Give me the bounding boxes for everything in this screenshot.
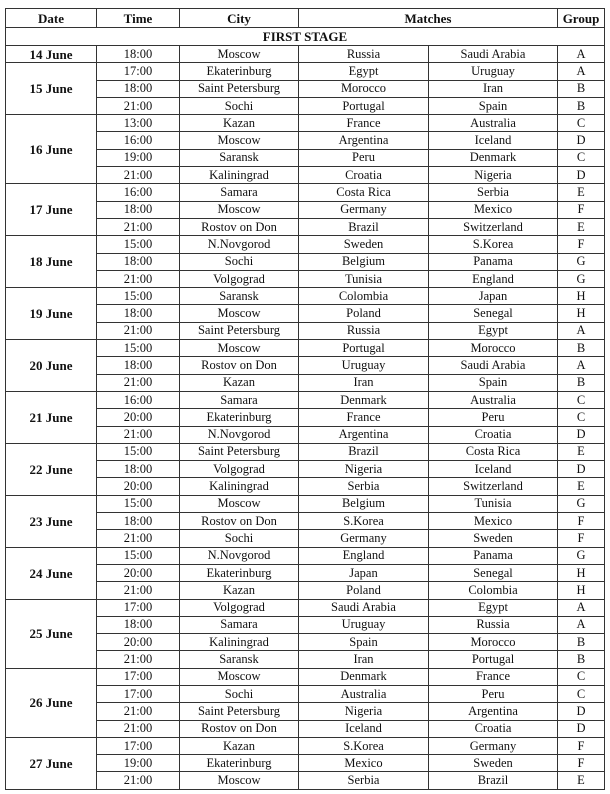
team1-cell: Germany [299, 201, 429, 218]
city-cell: Kaliningrad [180, 634, 299, 651]
city-cell: Moscow [180, 668, 299, 685]
time-cell: 15:00 [97, 495, 180, 512]
match-row [6, 547, 605, 564]
match-row [6, 737, 605, 754]
city-cell: Volgograd [180, 461, 299, 478]
group-cell: B [558, 651, 605, 668]
team1-cell: Brazil [299, 218, 429, 235]
date-cell: 21 June [6, 391, 97, 443]
team2-cell: Saudi Arabia [429, 46, 558, 63]
city-cell: Ekaterinburg [180, 755, 299, 772]
city-cell: Volgograd [180, 599, 299, 616]
time-cell: 21:00 [97, 167, 180, 184]
group-cell: F [558, 201, 605, 218]
team1-cell: Poland [299, 305, 429, 322]
team2-cell: Croatia [429, 426, 558, 443]
team1-cell: Spain [299, 634, 429, 651]
team2-cell: Egypt [429, 322, 558, 339]
time-cell: 16:00 [97, 132, 180, 149]
city-cell: Sochi [180, 685, 299, 702]
group-cell: A [558, 322, 605, 339]
time-cell: 18:00 [97, 357, 180, 374]
group-cell: B [558, 340, 605, 357]
group-cell: C [558, 409, 605, 426]
team2-cell: Morocco [429, 634, 558, 651]
team2-cell: Colombia [429, 582, 558, 599]
time-cell: 21:00 [97, 582, 180, 599]
match-row [6, 340, 605, 357]
date-cell: 17 June [6, 184, 97, 236]
match-row [6, 668, 605, 685]
team2-cell: France [429, 668, 558, 685]
team1-cell: Germany [299, 530, 429, 547]
time-cell: 18:00 [97, 616, 180, 633]
city-cell: Ekaterinburg [180, 63, 299, 80]
group-cell: B [558, 97, 605, 114]
team2-cell: Tunisia [429, 495, 558, 512]
group-cell: G [558, 547, 605, 564]
team2-cell: Argentina [429, 703, 558, 720]
date-cell: 24 June [6, 547, 97, 599]
team1-cell: Serbia [299, 478, 429, 495]
team2-cell: S.Korea [429, 236, 558, 253]
match-row [6, 236, 605, 253]
header-row [6, 9, 605, 28]
time-cell: 21:00 [97, 218, 180, 235]
team1-cell: Iran [299, 651, 429, 668]
team2-cell: Sweden [429, 530, 558, 547]
team1-cell: France [299, 115, 429, 132]
team2-cell: Iceland [429, 461, 558, 478]
city-cell: Moscow [180, 201, 299, 218]
city-cell: Saint Petersburg [180, 703, 299, 720]
group-cell: D [558, 720, 605, 737]
time-cell: 17:00 [97, 737, 180, 754]
header-group: Group [558, 9, 605, 28]
team1-cell: Iran [299, 374, 429, 391]
city-cell: Moscow [180, 46, 299, 63]
team2-cell: Mexico [429, 513, 558, 530]
schedule-table [5, 8, 605, 790]
team1-cell: Belgium [299, 495, 429, 512]
time-cell: 21:00 [97, 651, 180, 668]
team1-cell: Tunisia [299, 270, 429, 287]
time-cell: 21:00 [97, 374, 180, 391]
group-cell: F [558, 530, 605, 547]
group-cell: B [558, 634, 605, 651]
team2-cell: Serbia [429, 184, 558, 201]
stage-title: FIRST STAGE [6, 28, 605, 46]
group-cell: G [558, 270, 605, 287]
time-cell: 17:00 [97, 685, 180, 702]
group-cell: E [558, 478, 605, 495]
time-cell: 15:00 [97, 236, 180, 253]
team2-cell: Senegal [429, 564, 558, 581]
match-row [6, 495, 605, 512]
team2-cell: Portugal [429, 651, 558, 668]
match-row [6, 63, 605, 80]
group-cell: D [558, 167, 605, 184]
team1-cell: Saudi Arabia [299, 599, 429, 616]
city-cell: Kaliningrad [180, 478, 299, 495]
team2-cell: Saudi Arabia [429, 357, 558, 374]
date-cell: 22 June [6, 443, 97, 495]
city-cell: Kazan [180, 374, 299, 391]
team1-cell: Portugal [299, 97, 429, 114]
group-cell: C [558, 391, 605, 408]
team2-cell: Spain [429, 374, 558, 391]
group-cell: H [558, 288, 605, 305]
group-cell: C [558, 149, 605, 166]
match-row [6, 443, 605, 460]
city-cell: Moscow [180, 495, 299, 512]
time-cell: 15:00 [97, 340, 180, 357]
match-row [6, 46, 605, 63]
team1-cell: Morocco [299, 80, 429, 97]
time-cell: 18:00 [97, 46, 180, 63]
group-cell: H [558, 582, 605, 599]
team2-cell: Peru [429, 409, 558, 426]
city-cell: N.Novgorod [180, 547, 299, 564]
group-cell: C [558, 668, 605, 685]
group-cell: F [558, 513, 605, 530]
city-cell: Volgograd [180, 270, 299, 287]
time-cell: 21:00 [97, 703, 180, 720]
team1-cell: Mexico [299, 755, 429, 772]
team1-cell: Brazil [299, 443, 429, 460]
time-cell: 15:00 [97, 443, 180, 460]
time-cell: 17:00 [97, 599, 180, 616]
date-cell: 23 June [6, 495, 97, 547]
team2-cell: Panama [429, 547, 558, 564]
city-cell: Samara [180, 184, 299, 201]
team2-cell: Iran [429, 80, 558, 97]
city-cell: Moscow [180, 340, 299, 357]
time-cell: 21:00 [97, 772, 180, 789]
city-cell: Ekaterinburg [180, 564, 299, 581]
city-cell: Saransk [180, 288, 299, 305]
team2-cell: Australia [429, 391, 558, 408]
match-row [6, 184, 605, 201]
date-cell: 26 June [6, 668, 97, 737]
team2-cell: Nigeria [429, 167, 558, 184]
time-cell: 18:00 [97, 461, 180, 478]
team1-cell: Belgium [299, 253, 429, 270]
date-cell: 16 June [6, 115, 97, 184]
team1-cell: Poland [299, 582, 429, 599]
group-cell: B [558, 80, 605, 97]
date-cell: 18 June [6, 236, 97, 288]
team1-cell: Australia [299, 685, 429, 702]
group-cell: G [558, 253, 605, 270]
time-cell: 21:00 [97, 530, 180, 547]
team1-cell: Colombia [299, 288, 429, 305]
time-cell: 18:00 [97, 201, 180, 218]
team2-cell: England [429, 270, 558, 287]
group-cell: A [558, 63, 605, 80]
team1-cell: Russia [299, 46, 429, 63]
city-cell: N.Novgorod [180, 236, 299, 253]
header-time: Time [97, 9, 180, 28]
time-cell: 18:00 [97, 513, 180, 530]
group-cell: A [558, 599, 605, 616]
date-cell: 14 June [6, 46, 97, 63]
time-cell: 21:00 [97, 322, 180, 339]
match-row [6, 599, 605, 616]
team2-cell: Uruguay [429, 63, 558, 80]
city-cell: Rostov on Don [180, 720, 299, 737]
team1-cell: Uruguay [299, 616, 429, 633]
time-cell: 16:00 [97, 184, 180, 201]
group-cell: D [558, 132, 605, 149]
team1-cell: Denmark [299, 668, 429, 685]
match-row [6, 391, 605, 408]
time-cell: 21:00 [97, 720, 180, 737]
team2-cell: Australia [429, 115, 558, 132]
group-cell: A [558, 357, 605, 374]
team2-cell: Spain [429, 97, 558, 114]
team1-cell: Russia [299, 322, 429, 339]
time-cell: 15:00 [97, 547, 180, 564]
date-cell: 27 June [6, 737, 97, 789]
team1-cell: England [299, 547, 429, 564]
team2-cell: Egypt [429, 599, 558, 616]
city-cell: Moscow [180, 772, 299, 789]
team2-cell: Morocco [429, 340, 558, 357]
city-cell: Sochi [180, 97, 299, 114]
group-cell: E [558, 772, 605, 789]
city-cell: Saransk [180, 651, 299, 668]
time-cell: 19:00 [97, 149, 180, 166]
city-cell: N.Novgorod [180, 426, 299, 443]
team1-cell: Egypt [299, 63, 429, 80]
city-cell: Saint Petersburg [180, 322, 299, 339]
group-cell: D [558, 461, 605, 478]
time-cell: 19:00 [97, 755, 180, 772]
city-cell: Rostov on Don [180, 357, 299, 374]
city-cell: Samara [180, 616, 299, 633]
team2-cell: Peru [429, 685, 558, 702]
date-cell: 25 June [6, 599, 97, 668]
team1-cell: Uruguay [299, 357, 429, 374]
group-cell: E [558, 184, 605, 201]
time-cell: 18:00 [97, 305, 180, 322]
team2-cell: Sweden [429, 755, 558, 772]
city-cell: Kazan [180, 582, 299, 599]
group-cell: E [558, 218, 605, 235]
time-cell: 21:00 [97, 426, 180, 443]
match-row [6, 115, 605, 132]
team1-cell: Croatia [299, 167, 429, 184]
group-cell: G [558, 495, 605, 512]
team1-cell: Denmark [299, 391, 429, 408]
team2-cell: Switzerland [429, 218, 558, 235]
time-cell: 16:00 [97, 391, 180, 408]
city-cell: Moscow [180, 305, 299, 322]
team1-cell: Peru [299, 149, 429, 166]
group-cell: F [558, 236, 605, 253]
team2-cell: Panama [429, 253, 558, 270]
team2-cell: Brazil [429, 772, 558, 789]
team1-cell: Costa Rica [299, 184, 429, 201]
time-cell: 20:00 [97, 409, 180, 426]
team1-cell: France [299, 409, 429, 426]
team1-cell: S.Korea [299, 513, 429, 530]
team2-cell: Senegal [429, 305, 558, 322]
team2-cell: Japan [429, 288, 558, 305]
team1-cell: Nigeria [299, 703, 429, 720]
group-cell: H [558, 305, 605, 322]
team2-cell: Denmark [429, 149, 558, 166]
team2-cell: Germany [429, 737, 558, 754]
time-cell: 20:00 [97, 634, 180, 651]
city-cell: Sochi [180, 530, 299, 547]
city-cell: Rostov on Don [180, 513, 299, 530]
group-cell: B [558, 374, 605, 391]
city-cell: Kazan [180, 115, 299, 132]
time-cell: 21:00 [97, 270, 180, 287]
team2-cell: Switzerland [429, 478, 558, 495]
time-cell: 15:00 [97, 288, 180, 305]
group-cell: A [558, 46, 605, 63]
city-cell: Kazan [180, 737, 299, 754]
time-cell: 18:00 [97, 253, 180, 270]
team1-cell: Nigeria [299, 461, 429, 478]
time-cell: 13:00 [97, 115, 180, 132]
time-cell: 20:00 [97, 478, 180, 495]
group-cell: F [558, 737, 605, 754]
header-date: Date [6, 9, 97, 28]
team1-cell: Argentina [299, 132, 429, 149]
time-cell: 18:00 [97, 80, 180, 97]
city-cell: Samara [180, 391, 299, 408]
group-cell: C [558, 115, 605, 132]
date-cell: 15 June [6, 63, 97, 115]
group-cell: C [558, 685, 605, 702]
city-cell: Saint Petersburg [180, 80, 299, 97]
team1-cell: Sweden [299, 236, 429, 253]
team1-cell: Japan [299, 564, 429, 581]
city-cell: Kaliningrad [180, 167, 299, 184]
time-cell: 17:00 [97, 63, 180, 80]
header-matches: Matches [299, 9, 558, 28]
date-cell: 19 June [6, 288, 97, 340]
schedule-body [6, 28, 605, 790]
time-cell: 21:00 [97, 97, 180, 114]
team2-cell: Mexico [429, 201, 558, 218]
team1-cell: S.Korea [299, 737, 429, 754]
team1-cell: Serbia [299, 772, 429, 789]
header-city: City [180, 9, 299, 28]
group-cell: E [558, 443, 605, 460]
team2-cell: Russia [429, 616, 558, 633]
city-cell: Saint Petersburg [180, 443, 299, 460]
team1-cell: Iceland [299, 720, 429, 737]
city-cell: Moscow [180, 132, 299, 149]
team2-cell: Costa Rica [429, 443, 558, 460]
team1-cell: Argentina [299, 426, 429, 443]
team2-cell: Croatia [429, 720, 558, 737]
group-cell: D [558, 426, 605, 443]
team1-cell: Portugal [299, 340, 429, 357]
city-cell: Saransk [180, 149, 299, 166]
city-cell: Rostov on Don [180, 218, 299, 235]
group-cell: A [558, 616, 605, 633]
match-row [6, 288, 605, 305]
date-cell: 20 June [6, 340, 97, 392]
group-cell: F [558, 755, 605, 772]
time-cell: 20:00 [97, 564, 180, 581]
city-cell: Ekaterinburg [180, 409, 299, 426]
time-cell: 17:00 [97, 668, 180, 685]
group-cell: D [558, 703, 605, 720]
stage-row [6, 28, 605, 46]
group-cell: H [558, 564, 605, 581]
city-cell: Sochi [180, 253, 299, 270]
team2-cell: Iceland [429, 132, 558, 149]
